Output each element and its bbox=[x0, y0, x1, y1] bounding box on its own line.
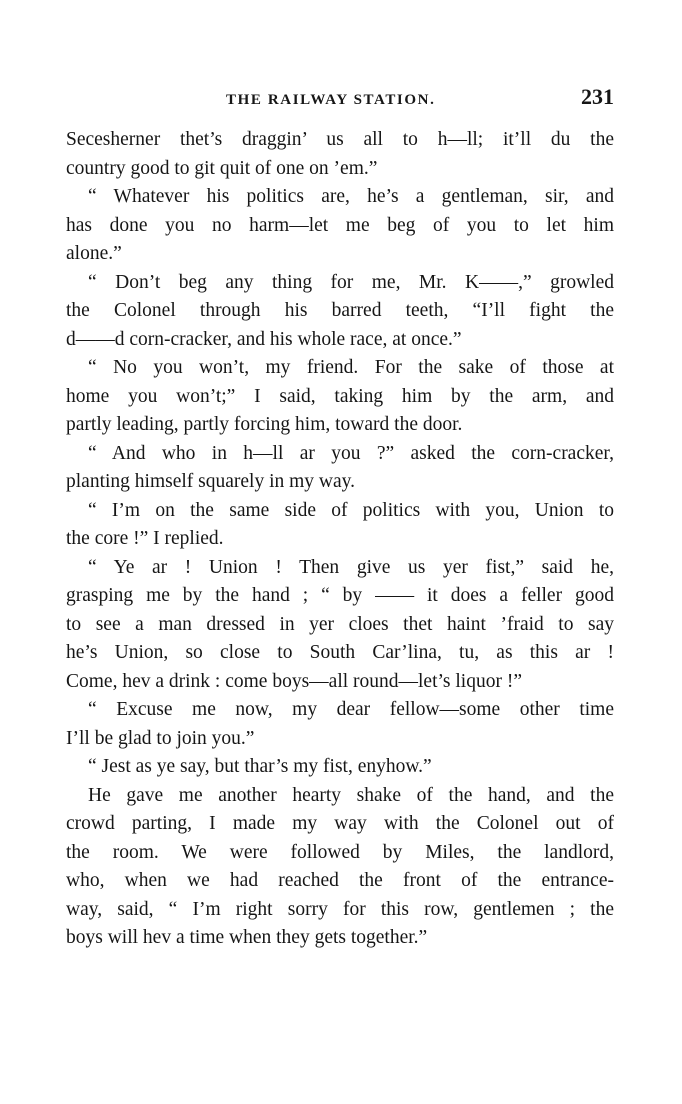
text-line: “ And who in h—ll ar you ?” asked the corn-cracker, bbox=[88, 442, 614, 464]
page-number: 231 bbox=[581, 84, 614, 109]
running-head: THE RAILWAY STATION. bbox=[226, 92, 436, 108]
text-line: he’s Union, so close to South Car’lina, tu, as this ar ! bbox=[66, 642, 614, 663]
text-line: alone.” bbox=[66, 243, 122, 264]
text-line: “ Whatever his politics are, he’s a gentleman, sir, and bbox=[88, 186, 614, 207]
text-line: “ No you won’t, my friend. For the sake of those at bbox=[88, 357, 614, 378]
text-line: home you won’t;” I said, taking him by the arm, and bbox=[66, 385, 614, 407]
text-line: the Colonel through his barred teeth, “I’ll fight the bbox=[66, 300, 614, 321]
text-line: to see a man dressed in yer cloes thet haint ’fraid to say bbox=[66, 613, 614, 635]
text-line: country good to git quit of one on ’em.” bbox=[66, 157, 378, 179]
text-line: “ Jest as ye say, but thar’s my fist, enyhow.” bbox=[88, 756, 432, 777]
text-line: partly leading, partly forcing him, toward the door. bbox=[66, 414, 463, 435]
text-line: Secesherner thet’s draggin’ us all to h—ll; it’ll du the bbox=[66, 129, 614, 150]
text-line: “ Ye ar ! Union ! Then give us yer fist,” said he, bbox=[88, 556, 614, 578]
text-line: the room. We were followed by Miles, the landlord, bbox=[66, 841, 614, 863]
text-line: “ Excuse me now, my dear fellow—some other time bbox=[88, 699, 614, 720]
text-line: who, when we had reached the front of the entrance- bbox=[66, 870, 614, 891]
text-line: planting himself squarely in my way. bbox=[66, 471, 356, 492]
text-line: has done you no harm—let me beg of you to let him bbox=[66, 214, 614, 236]
text-line: crowd parting, I made my way with the Colonel out of bbox=[66, 813, 614, 834]
text-line: “ I’m on the same side of politics with you, Union to bbox=[88, 499, 614, 521]
text-line: I’ll be glad to join you.” bbox=[66, 727, 255, 749]
body-text bbox=[66, 126, 614, 953]
text-line: boys will hev a time when they gets together.” bbox=[66, 927, 428, 948]
text-line: “ Don’t beg any thing for me, Mr. K——,” growled bbox=[88, 271, 614, 293]
page-header bbox=[66, 84, 614, 120]
text-line: Come, hev a drink : come boys—all round—let’s liquor !” bbox=[66, 670, 522, 692]
text-line: d——d corn-cracker, and his whole race, at once.” bbox=[66, 328, 462, 350]
text-line: the core !” I replied. bbox=[66, 528, 224, 549]
text-line: grasping me by the hand ; “ by —— it does a feller good bbox=[66, 585, 614, 606]
text-line: He gave me another hearty shake of the hand, and the bbox=[88, 784, 614, 806]
text-line: way, said, “ I’m right sorry for this row, gentlemen ; the bbox=[66, 898, 614, 920]
